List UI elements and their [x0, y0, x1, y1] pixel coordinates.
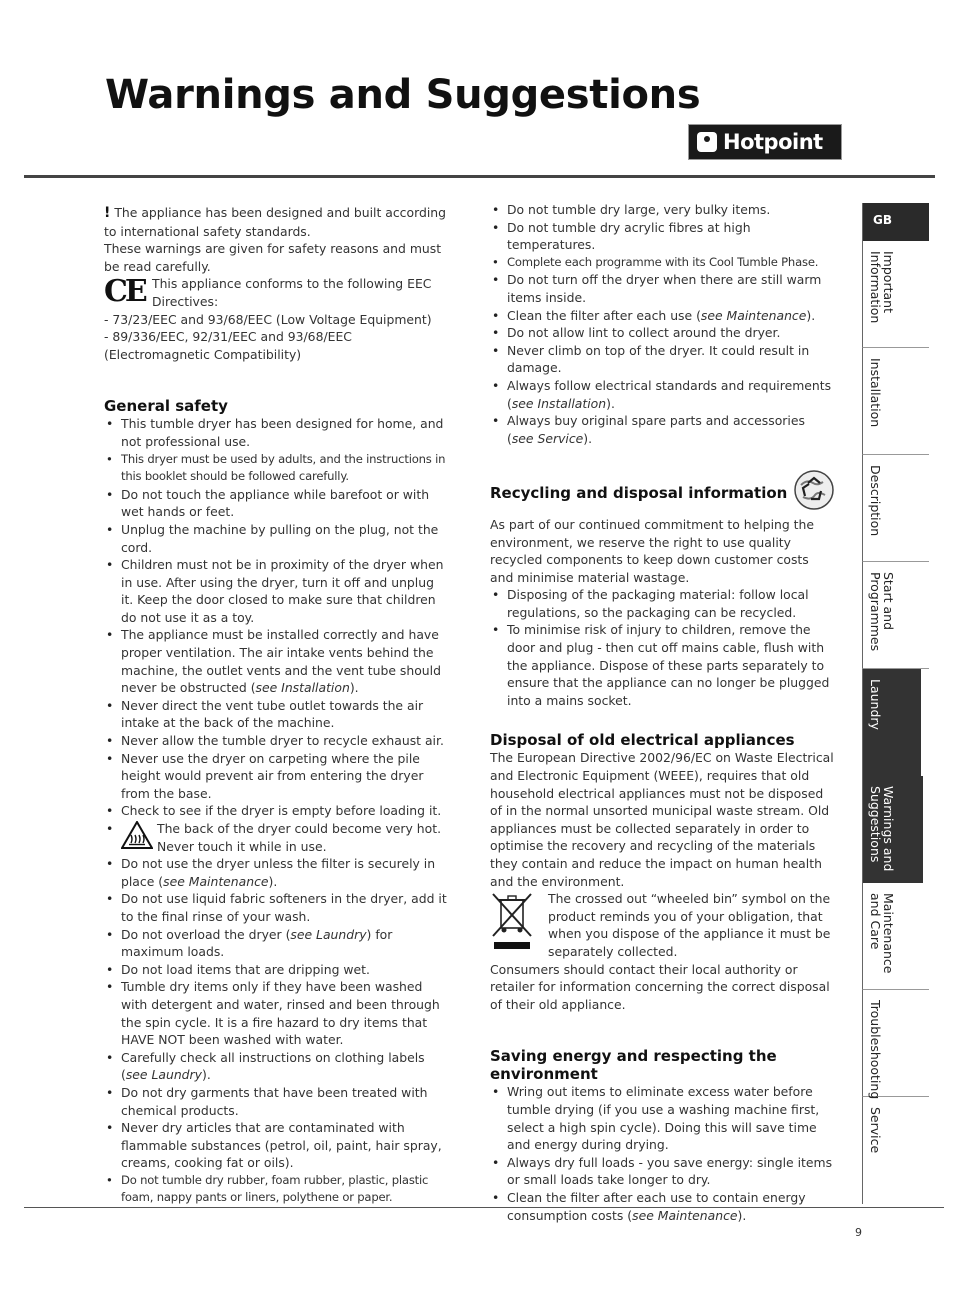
- ce-conformity: [104, 275, 449, 310]
- right-column: [490, 201, 835, 1224]
- list-item: • To minimise risk of injury to children, remove the door and plug - then cut off mains cable, flush with the appliance. Dispose of these parts separately to ensure that the appliance can no longer be plugged into a mains socket.: [490, 621, 835, 709]
- tab-start-and-programmes[interactable]: Start and Programmes: [862, 562, 929, 669]
- list-item: • Always dry full loads - you save energy: single items or small loads take longer to dry.: [490, 1154, 835, 1189]
- tab-important-information[interactable]: Important Information: [862, 241, 929, 348]
- page-number: 9: [855, 1226, 862, 1239]
- general-safety-heading: General safety: [104, 397, 228, 416]
- saving-heading: Saving energy and respecting the environment: [490, 1047, 777, 1084]
- tab-troubleshooting[interactable]: Troubleshooting: [862, 990, 929, 1097]
- weee-notice: [490, 890, 835, 960]
- ce-text: This appliance conforms to the following EEC Directives:: [152, 276, 432, 309]
- list-item: • Always follow electrical standards and requirements (see Installation).: [490, 377, 835, 412]
- intro-warning: These warnings are given for safety reasons and must be read carefully.: [104, 241, 442, 274]
- recycle-globe-icon: [793, 469, 835, 516]
- general-safety-list: [104, 415, 449, 1207]
- recycling-heading-row: [490, 469, 835, 516]
- list-item: • Do not allow lint to collect around the dryer.: [490, 324, 835, 342]
- directive-2: - 89/336/EEC, 92/31/EEC and 93/68/EEC (Electromagnetic Compatibility): [104, 329, 352, 362]
- list-item: • Never direct the vent tube outlet towards the air intake at the back of the machine.: [104, 697, 449, 732]
- top-divider: [24, 175, 935, 178]
- list-item: • Unplug the machine by pulling on the plug, not the cord.: [104, 521, 449, 556]
- tab-gb[interactable]: GB: [862, 203, 929, 241]
- list-item: • Wring out items to eliminate excess water before tumble drying (if you use a washing machine first, select a high spin cycle). Doing this will save time and energy during drying.: [490, 1083, 835, 1153]
- list-item: • Always buy original spare parts and accessories (see Service).: [490, 412, 835, 447]
- section-tabs: [862, 203, 929, 1204]
- list-item: • Complete each programme with its Cool Tumble Phase.: [490, 254, 835, 272]
- ce-mark-icon: CE: [104, 274, 145, 310]
- disposal-heading: Disposal of old electrical appliances: [490, 731, 795, 750]
- weee-text: The crossed out “wheeled bin” symbol on the product reminds you of your obligation, that when you dispose of the appliance it must be separately collected.: [548, 891, 831, 959]
- list-item: • This dryer must be used by adults, and the instructions in this booklet should be followed carefully.: [104, 451, 449, 486]
- recycling-paragraph: As part of our continued commitment to helping the environment, we reserve the right to use quality recycled components to keep down customer costs and minimise material wastage.: [490, 516, 815, 585]
- list-item: • Do not tumble dry large, very bulky items.: [490, 201, 835, 219]
- list-item: • Do not tumble dry acrylic fibres at high temperatures.: [490, 219, 835, 254]
- list-item: • The appliance must be installed correctly and have proper ventilation. The air intake vents behind the machine, the outlet vents and the vent tube should never be obstructed (see Installation).: [104, 626, 449, 696]
- warning-exclamation-icon: !: [104, 205, 111, 221]
- directive-1: - 73/23/EEC and 93/68/EEC (Low Voltage Equipment): [104, 311, 432, 327]
- list-item: • Do not load items that are dripping wet.: [104, 961, 449, 979]
- list-item: • Carefully check all instructions on clothing labels (see Laundry).: [104, 1049, 449, 1084]
- recycling-heading: Recycling and disposal information: [490, 483, 788, 502]
- list-item: • Tumble dry items only if they have been washed with detergent and water, rinsed and been through the spin cycle. It is a fire hazard to dry items that HAVE NOT been washed with water.: [104, 978, 449, 1048]
- saving-list: [490, 1083, 835, 1224]
- left-column: [104, 204, 449, 1207]
- bottom-divider: [24, 1207, 944, 1208]
- list-item: • Do not dry garments that have been treated with chemical products.: [104, 1084, 449, 1119]
- crossed-bin-icon: [490, 890, 548, 957]
- intro-paragraph: ! The appliance has been designed and built according to international safety standards.: [104, 205, 446, 239]
- list-item: • Disposing of the packaging material: follow local regulations, so the packaging can be recycled.: [490, 586, 835, 621]
- list-item: • Never allow the tumble dryer to recycle exhaust air.: [104, 732, 449, 750]
- list-item: • Do not use liquid fabric softeners in the dryer, add it to the final rinse of your wash.: [104, 890, 449, 925]
- hot-surface-warning-icon: [121, 820, 157, 854]
- list-item: • Clean the filter after each use to contain energy consumption costs (see Maintenance).: [490, 1189, 835, 1224]
- list-item: • Check to see if the dryer is empty before loading it.: [104, 802, 449, 820]
- tab-laundry[interactable]: Laundry: [862, 669, 921, 776]
- brand-name: Hotpoint: [723, 130, 823, 154]
- list-item: • Do not turn off the dryer when there are still warm items inside.: [490, 271, 835, 306]
- list-item: • Clean the filter after each use (see Maintenance).: [490, 307, 835, 325]
- additional-safety-list: [490, 201, 835, 447]
- list-item: • Do not overload the dryer (see Laundry) for maximum loads.: [104, 926, 449, 961]
- list-item: • Do not tumble dry rubber, foam rubber, plastic, plastic foam, nappy pants or liners, polythene or paper.: [104, 1172, 449, 1207]
- tab-warnings-and-suggestions[interactable]: Warnings and Suggestions: [862, 776, 923, 883]
- tab-maintenance-and-care[interactable]: Maintenance and Care: [862, 883, 929, 990]
- list-item: • Never climb on top of the dryer. It could result in damage.: [490, 342, 835, 377]
- list-item: • Children must not be in proximity of the dryer when in use. After using the dryer, turn it off and unplug it. Keep the door closed to make sure that children do not use it as a toy.: [104, 556, 449, 626]
- list-item: • This tumble dryer has been designed for home, and not professional use.: [104, 415, 449, 450]
- recycling-list: [490, 586, 835, 709]
- hotpoint-logo: [688, 124, 842, 160]
- tab-description[interactable]: Description: [862, 455, 929, 562]
- tab-service[interactable]: Service: [862, 1097, 929, 1204]
- hotpoint-logo-icon: [697, 132, 717, 152]
- list-item: • The back of the dryer could become very hot. Never touch it while in use.: [104, 820, 449, 855]
- list-item: • Never dry articles that are contaminated with flammable substances (petrol, oil, paint, hair spray, creams, cooking fat or oils).: [104, 1119, 449, 1172]
- disposal-paragraph: The European Directive 2002/96/EC on Waste Electrical and Electronic Equipment (WEEE), requires that old household electrical appliances must not be disposed of in the normal unsorted municipal waste stream. Old appliances must be collected separately in order to optimise the recovery and recycling of the materials they contain and reduce the impact on human health and the environment.: [490, 750, 834, 889]
- tab-installation[interactable]: Installation: [862, 348, 929, 455]
- list-item: • Never use the dryer on carpeting where the pile height would prevent air from entering the dryer from the base.: [104, 750, 449, 803]
- disposal-contact: Consumers should contact their local authority or retailer for information concerning the correct disposal of their old appliance.: [490, 961, 830, 1012]
- list-item: • Do not use the dryer unless the filter is securely in place (see Maintenance).: [104, 855, 449, 890]
- page-title: Warnings and Suggestions: [105, 72, 701, 118]
- list-item: • Do not touch the appliance while barefoot or with wet hands or feet.: [104, 486, 449, 521]
